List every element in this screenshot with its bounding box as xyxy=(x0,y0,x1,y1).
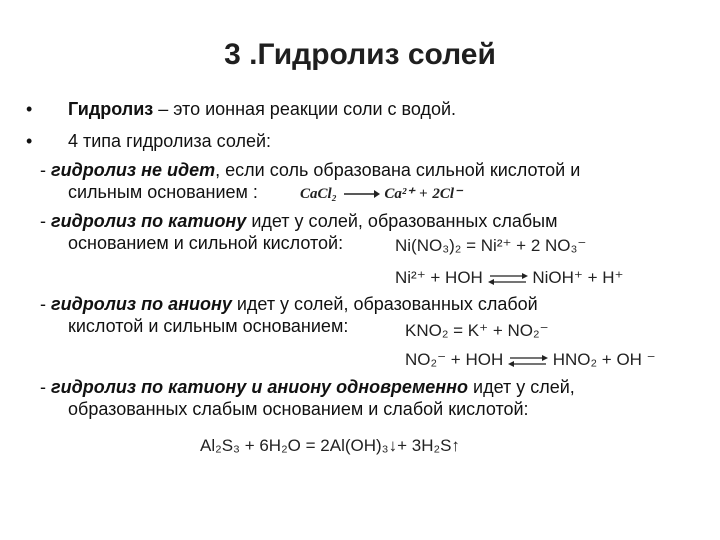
case1-dash: - xyxy=(40,160,51,180)
definition-line xyxy=(68,98,456,120)
arrow-right-icon xyxy=(342,189,380,199)
case4-bold: гидролиз по катиону и аниону одновременно xyxy=(51,377,469,397)
case2-rest: идет у солей, образованных слабым xyxy=(246,211,558,231)
bullet-dot: • xyxy=(26,99,33,119)
case3-dash: - xyxy=(40,294,51,314)
equation-al2s3-hydrolysis: Al₂S₃ + 6H₂O = 2Al(OH)₃↓+ 3H₂S↑ xyxy=(200,436,460,455)
ca-ion: Ca²⁺ xyxy=(384,186,415,202)
slide-title: 3 .Гидролиз солей xyxy=(224,38,496,71)
no2-hydrolysis-left: NO₂⁻ + HOH xyxy=(405,350,504,369)
case4-rest: идет у слей, xyxy=(468,377,575,397)
case2-dash: - xyxy=(40,211,51,231)
equation-kno2-dissociation: KNO₂ = K⁺ + NO₂⁻ xyxy=(405,321,549,340)
case3-line1 xyxy=(40,293,538,315)
equation-ni-hydrolysis xyxy=(395,268,623,288)
case1-line2: сильным основанием : xyxy=(68,182,258,202)
case2-bold: гидролиз по катиону xyxy=(51,211,247,231)
cl-ion: 2Cl⁻ xyxy=(432,186,462,202)
equation-no2-hydrolysis xyxy=(405,350,656,370)
case1-bold: гидролиз не идет xyxy=(51,160,216,180)
case4-dash: - xyxy=(40,377,51,397)
definition-term: Гидролиз xyxy=(68,99,154,119)
case3-rest: идет у солей, образованных слабой xyxy=(231,294,538,314)
ni-hydrolysis-left: Ni²⁺ + HOH xyxy=(395,268,483,287)
equilibrium-arrow-icon xyxy=(508,354,548,368)
equation-ni-dissociation: Ni(NO₃)₂ = Ni²⁺ + 2 NO₃⁻ xyxy=(395,236,587,255)
case3-line2: кислотой и сильным основанием: xyxy=(68,316,349,336)
case3-bold: гидролиз по аниону xyxy=(51,294,232,314)
case1-line1 xyxy=(40,159,580,181)
types-line: 4 типа гидролиза солей: xyxy=(68,131,272,151)
ni-hydrolysis-right: NiOH⁺ + H⁺ xyxy=(532,268,624,287)
plus-sign: + xyxy=(419,186,428,202)
case4-line2: образованных слабым основанием и слабой кислотой: xyxy=(68,399,529,419)
cacl2-formula: CaCl₂ xyxy=(300,186,337,202)
bullet-dot: • xyxy=(26,131,33,151)
case1-rest: , если соль образована сильной кислотой и xyxy=(215,160,581,180)
definition-text: – это ионная реакции соли с водой. xyxy=(153,99,457,119)
equation-cacl2 xyxy=(300,183,462,203)
case4-line1 xyxy=(40,376,575,398)
equilibrium-arrow-icon xyxy=(488,272,528,286)
no2-hydrolysis-right: HNO₂ + OH ⁻ xyxy=(552,350,656,369)
case2-line1 xyxy=(40,210,557,232)
case2-line2: основанием и сильной кислотой: xyxy=(68,233,344,253)
